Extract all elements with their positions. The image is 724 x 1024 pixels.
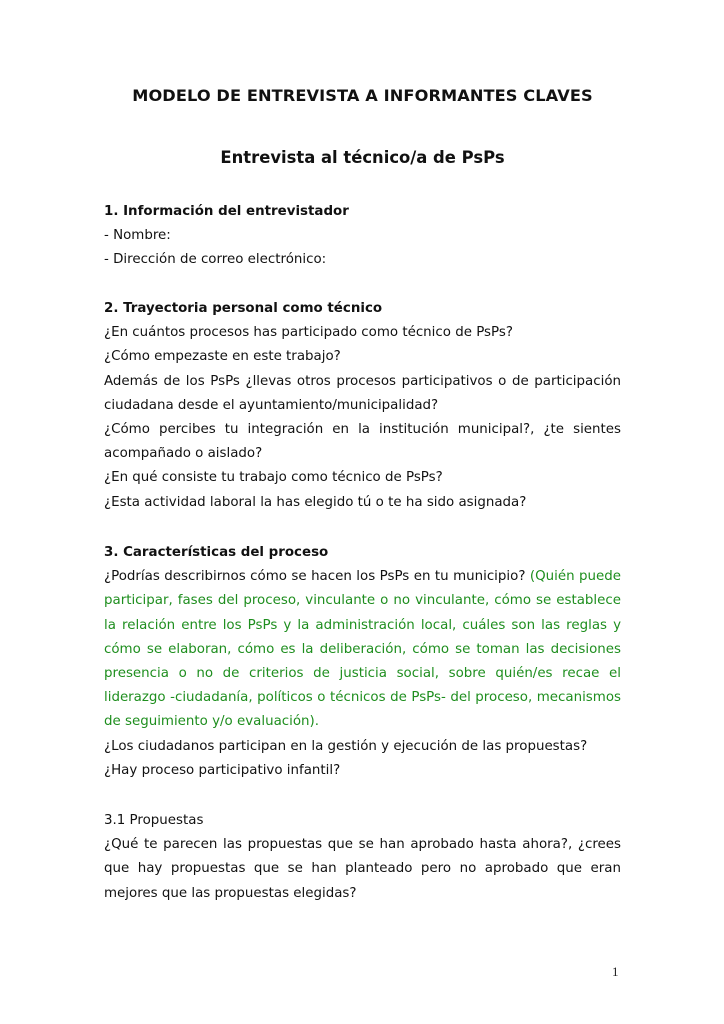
question-item: ¿Los ciudadanos participan en la gestión y ejecución de las propuestas? (104, 738, 588, 754)
section-heading: 3. Características del proceso (104, 545, 329, 560)
subsection-proposals (104, 809, 621, 906)
question-item: ¿Cómo percibes tu integración en la institución municipal?, ¿te sientes acompañado o aislado? (104, 422, 621, 462)
question-item: ¿Qué te parecen las propuestas que se han aprobado hasta ahora?, ¿crees que hay propuestas que se han planteado pero no aprobado que eran mejores que las propuestas elegidas? (104, 837, 621, 901)
document-subtitle: Entrevista al técnico/a de PsPs (220, 148, 505, 167)
section-heading: 2. Trayectoria personal como técnico (104, 301, 383, 316)
question-item: ¿Esta actividad laboral la has elegido tú o te ha sido asignada? (104, 494, 527, 510)
question-item: Además de los PsPs ¿llevas otros procesos participativos o de participación ciudadana desde el ayuntamiento/municipalidad? (104, 373, 621, 413)
section-process-characteristics (104, 541, 621, 783)
question-item: ¿Hay proceso participativo infantil? (104, 762, 341, 778)
question-item: ¿En qué consiste tu trabajo como técnico de PsPs? (104, 470, 443, 486)
question-item: ¿En cuántos procesos has participado como técnico de PsPs? (104, 325, 513, 341)
page-number: 1 (612, 964, 619, 979)
field-name-line: - Nombre: (104, 228, 171, 244)
subsection-heading: 3.1 Propuestas (104, 813, 204, 828)
section-personal-trajectory (104, 297, 621, 515)
question-item-with-note (104, 565, 621, 734)
question-text: ¿Podrías describirnos cómo se hacen los PsPs en tu municipio? (104, 569, 530, 585)
document-title: MODELO DE ENTREVISTA A INFORMANTES CLAVES (132, 86, 593, 105)
guidance-note: (Quién puede participar, fases del proceso, vinculante o no vinculante, cómo se establece la relación entre los PsPs y la administración local, cuáles son las reglas y cómo se elaboran, cómo es la deliberación, cómo se toman las decisiones presencia o no de criterios de justicia social, sobre quién/es recae el liderazgo -ciudadanía, políticos o técnicos de PsPs- del proceso, mecanismos de seguimiento y/o evaluación). (104, 569, 622, 730)
section-interviewer-info (104, 200, 621, 273)
field-email-line: - Dirección de correo electrónico: (104, 252, 327, 268)
question-item: ¿Cómo empezaste en este trabajo? (104, 349, 341, 365)
section-heading: 1. Información del entrevistador (104, 204, 349, 219)
